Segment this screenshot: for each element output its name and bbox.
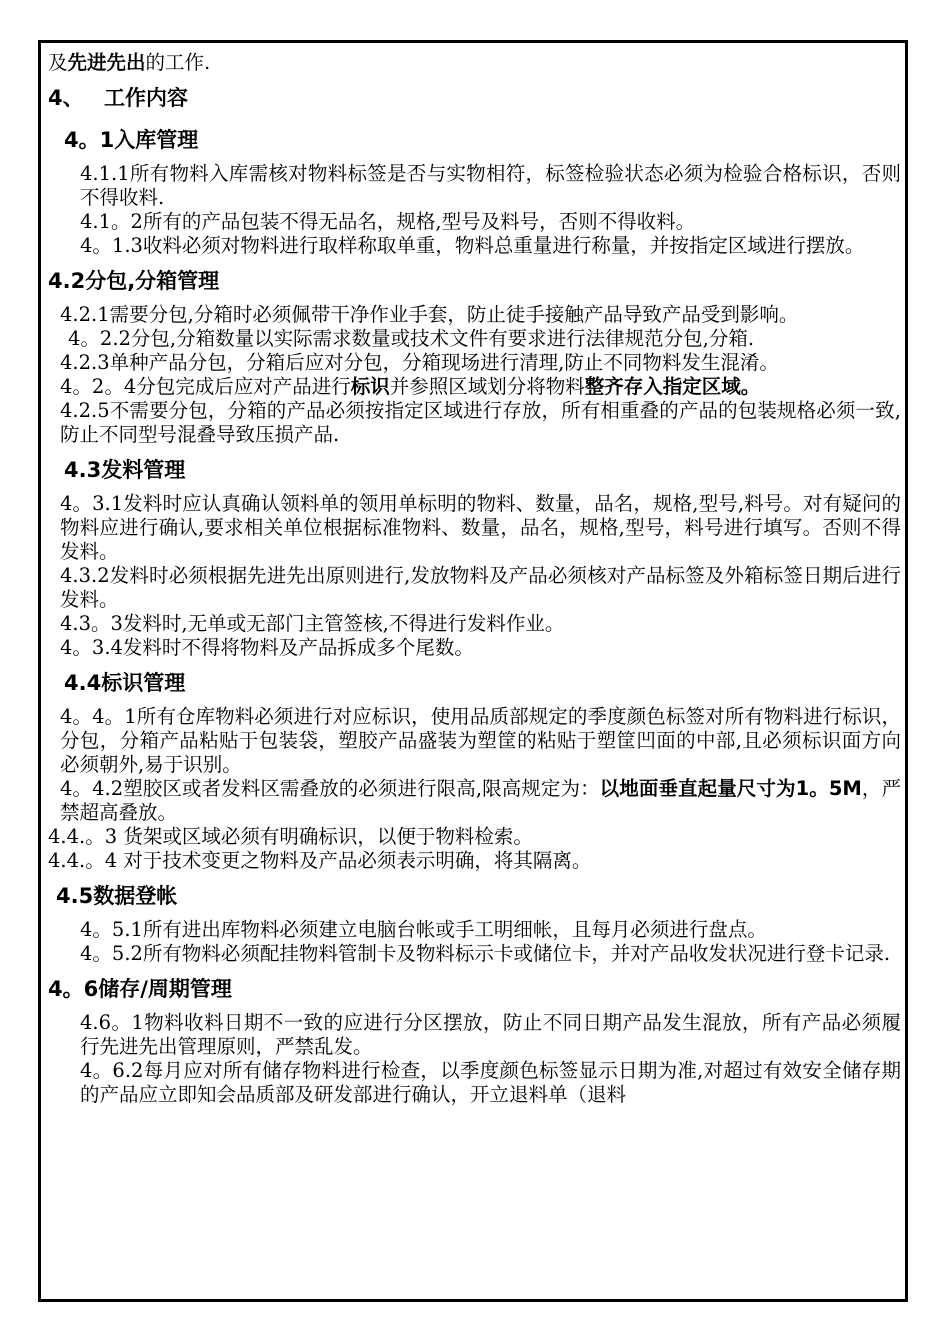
para-4-2-4: 4。2。4分包完成后应对产品进行标识并参照区域划分将物料整齐存入指定区域。 xyxy=(60,375,761,398)
para-4-4-2: 4。4.2塑胶区或者发料区需叠放的必须进行限高,限高规定为：以地面垂直起量尺寸为1。5M，严禁超高叠放。 xyxy=(60,777,901,824)
para-4-6-2: 4。6.2每月应对所有储存物料进行检查，以季度颜色标签显示日期为准,对超过有效安全储存期的产品应立即知会品质部及研发部进行确认，开立退料单（退料 xyxy=(80,1059,901,1106)
section-number: 4、 xyxy=(48,86,84,110)
intro-bold: 先进先出 xyxy=(67,51,146,74)
para-4-2-2: 4。2.2分包,分箱数量以实际需求数量或技术文件有要求进行法律规范分包,分箱. xyxy=(68,327,755,350)
para-4-2-1: 4.2.1需要分包,分箱时必须佩带干净作业手套，防止徒手接触产品导致产品受到影响。 xyxy=(60,303,799,326)
para-4-4-4: 4.4.。4 对于技术变更之物料及产品必须表示明确，将其隔离。 xyxy=(48,849,592,872)
para-4-2-5: 4.2.5不需要分包，分箱的产品必须按指定区域进行存放，所有相重叠的产品的包装规格必须一致,防止不同型号混叠导致压损产品. xyxy=(60,399,901,446)
para-4-1-2: 4.1。2所有的产品包装不得无品名，规格,型号及料号，否则不得收料。 xyxy=(80,210,696,233)
intro-text: 及 xyxy=(48,51,68,74)
heading-ledger: 4.5数据登帐 xyxy=(56,884,178,908)
heading-storage: 4。6储存/周期管理 xyxy=(48,977,232,1001)
para-4-6-1: 4.6。1物料收料日期不一致的应进行分区摆放，防止不同日期产品发生混放，所有产品必须履行先进先出管理原则，严禁乱发。 xyxy=(80,1011,901,1058)
para-4-3-4: 4。3.4发料时不得将物料及产品拆成多个尾数。 xyxy=(60,636,474,659)
intro-line xyxy=(48,51,901,75)
para-4-5-1: 4。5.1所有进出库物料必须建立电脑台帐或手工明细帐，且每月必须进行盘点。 xyxy=(80,918,767,941)
para-4-3-1: 4。3.1发料时应认真确认领料单的领用单标明的物料、数量，品名，规格,型号,料号。对有疑问的物料应进行确认,要求相关单位根据标准物料、数量，品名，规格,型号，料号进行填写。否则不得发料。 xyxy=(60,492,901,563)
document-frame xyxy=(38,40,908,1302)
para-4-4-3: 4.4.。3 货架或区域必须有明确标识，以便于物料检索。 xyxy=(48,825,533,848)
heading-inbound: 4。1入库管理 xyxy=(64,128,199,152)
para-4-5-2: 4。5.2所有物料必须配挂物料管制卡及物料标示卡或储位卡，并对产品收发状况进行登卡记录. xyxy=(80,942,891,965)
heading-issuing: 4.3发料管理 xyxy=(64,458,186,482)
para-4-3-3: 4.3。3发料时,无单或无部门主管签核,不得进行发料作业。 xyxy=(60,612,565,635)
section-title: 工作内容 xyxy=(104,86,188,110)
para-4-1-1: 4.1.1所有物料入库需核对物料标签是否与实物相符，标签检验状态必须为检验合格标识，否则不得收料. xyxy=(80,162,901,209)
para-4-3-2: 4.3.2发料时必须根据先进先出原则进行,发放物料及产品必须核对产品标签及外箱标签日期后进行发料。 xyxy=(60,564,901,611)
section-heading-work-content xyxy=(48,85,901,111)
document-body xyxy=(48,51,901,1107)
heading-labeling: 4.4标识管理 xyxy=(64,671,186,695)
para-4-2-3: 4.2.3单种产品分包，分箱后应对分包，分箱现场进行清理,防止不同物料发生混淆。 xyxy=(60,351,779,374)
para-4-1-3: 4。1.3收料必须对物料进行取样称取单重，物料总重量进行称量，并按指定区域进行摆放。 xyxy=(80,234,865,257)
para-4-4-1: 4。4。1所有仓库物料必须进行对应标识，使用品质部规定的季度颜色标签对所有物料进行标识，分包，分箱产品粘贴于包装袋，塑胶产品盛装为塑筐的粘贴于塑筐凹面的中部,且必须标识面方向必须朝外,易于识别。 xyxy=(60,705,901,776)
heading-packing: 4.2分包,分箱管理 xyxy=(48,269,220,293)
intro-text-end: 的工作. xyxy=(145,51,211,74)
